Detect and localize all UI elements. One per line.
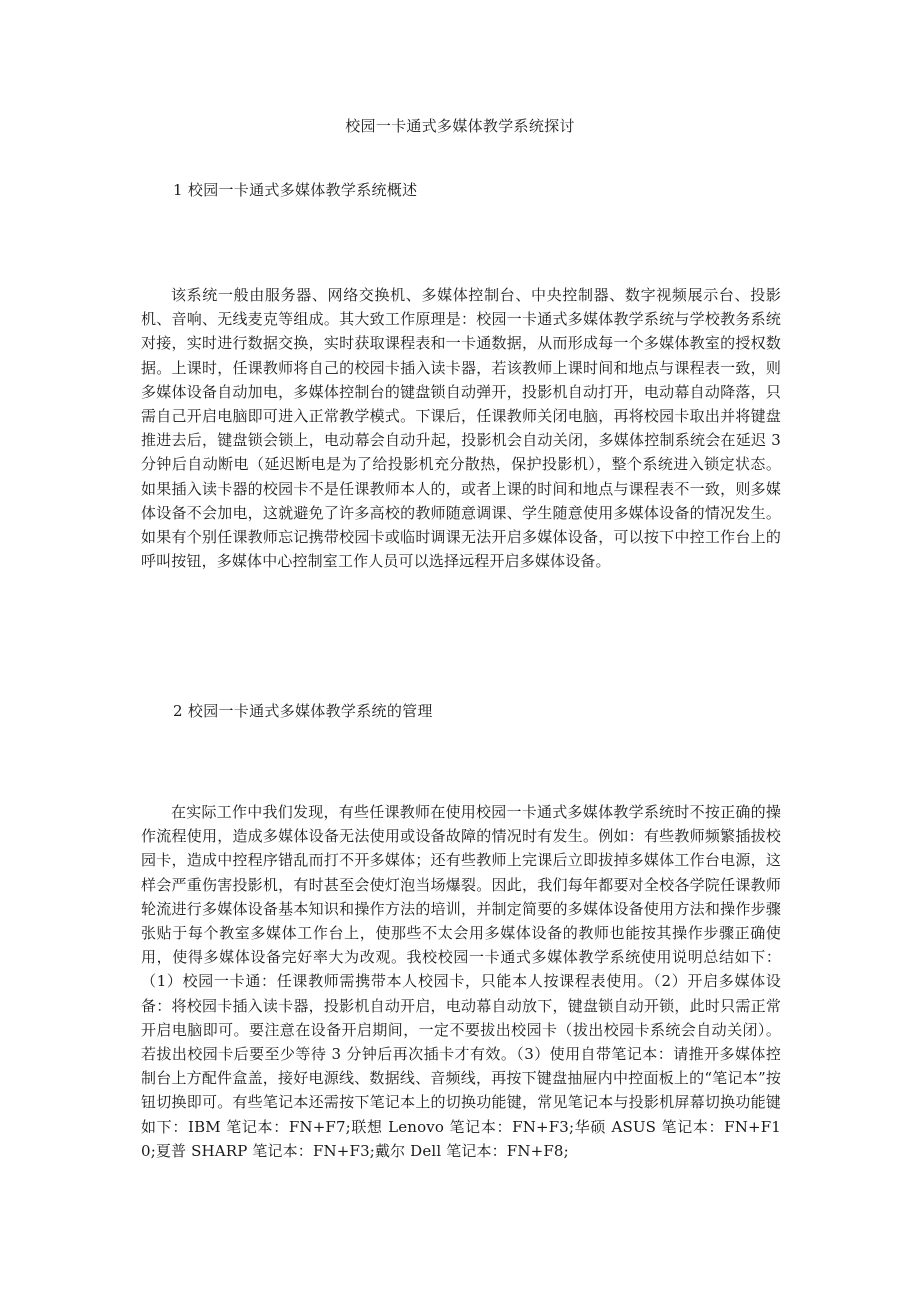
section-heading-management: 2 校园一卡通式多媒体教学系统的管理: [173, 702, 433, 720]
document-title: 校园一卡通式多媒体教学系统探讨: [345, 117, 575, 135]
section-paragraph-overview: 该系统一般由服务器、网络交换机、多媒体控制台、中央控制器、数字视频展示台、投影机、音响、无线麦克等组成。其大致工作原理是：校园一卡通式多媒体教学系统与学校教务系统对接，实时进行数据交换，实时获取课程表和一卡通数据，从而形成每一个多媒体教室的授权数据。上课时，任课教师将自己的校园卡插入读卡器，若该教师上课时间和地点与课程表一致，则多媒体设备自动加电，多媒体控制台的键盘锁自动弹开，投影机自动打开，电动幕自动降落，只需自己开启电脑即可进入正常教学模式。下课后，任课教师关闭电脑，再将校园卡取出并将键盘推进去后，键盘锁会锁上，电动幕会自动升起，投影机会自动关闭，多媒体控制系统会在延迟 3 分钟后自动断电（延迟断电是为了给投影机充分散热，保护投影机），整个系统进入锁定状态。如果插入读卡器的校园卡不是任课教师本人的，或者上课的时间和地点与课程表不一致，则多媒体设备不会加电，这就避免了许多高校的教师随意调课、学生随意使用多媒体设备的情况发生。如果有个别任课教师忘记携带校园卡或临时调课无法开启多媒体设备，可以按下中控工作台上的呼叫按钮，多媒体中心控制室工作人员可以选择远程开启多媒体设备。: [141, 286, 781, 571]
section-heading-overview: 1 校园一卡通式多媒体教学系统概述: [173, 181, 418, 199]
section-paragraph-management: 在实际工作中我们发现，有些任课教师在使用校园一卡通式多媒体教学系统时不按正确的操作流程使用，造成多媒体设备无法使用或设备故障的情况时有发生。例如：有些教师频繁插拔校园卡，造成中控程序错乱而打不开多媒体；还有些教师上完课后立即拔掉多媒体工作台电源，这样会严重伤害投影机，有时甚至会使灯泡当场爆裂。因此，我们每年都要对全校各学院任课教师轮流进行多媒体设备基本知识和操作方法的培训，并制定简要的多媒体设备使用方法和操作步骤张贴于每个教室多媒体工作台上，使那些不太会用多媒体设备的教师也能按其操作步骤正确使用，使得多媒体设备完好率大为改观。我校校园一卡通式多媒体教学系统使用说明总结如下：（1）校园一卡通：任课教师需携带本人校园卡，只能本人按课程表使用。（2）开启多媒体设备：将校园卡插入读卡器，投影机自动开启，电动幕自动放下，键盘锁自动开锁，此时只需正常开启电脑即可。要注意在设备开启期间，一定不要拔出校园卡（拔出校园卡系统会自动关闭）。若拔出校园卡后要至少等待 3 分钟后再次插卡才有效。（3）使用自带笔记本：请推开多媒体控制台上方配件盒盖，接好电源线、数据线、音频线，再按下键盘抽屉内中控面板上的“笔记本”按钮切换即可。有些笔记本还需按下笔记本上的切换功能键，常见笔记本与投影机屏幕切换功能键如下：IBM 笔记本：FN+F7;联想 Lenovo 笔记本：FN+F3;华硕 ASUS 笔记本：FN+F10;夏普 SHARP 笔记本：FN+F3;戴尔 Dell 笔记本：FN+F8;: [141, 803, 781, 1160]
